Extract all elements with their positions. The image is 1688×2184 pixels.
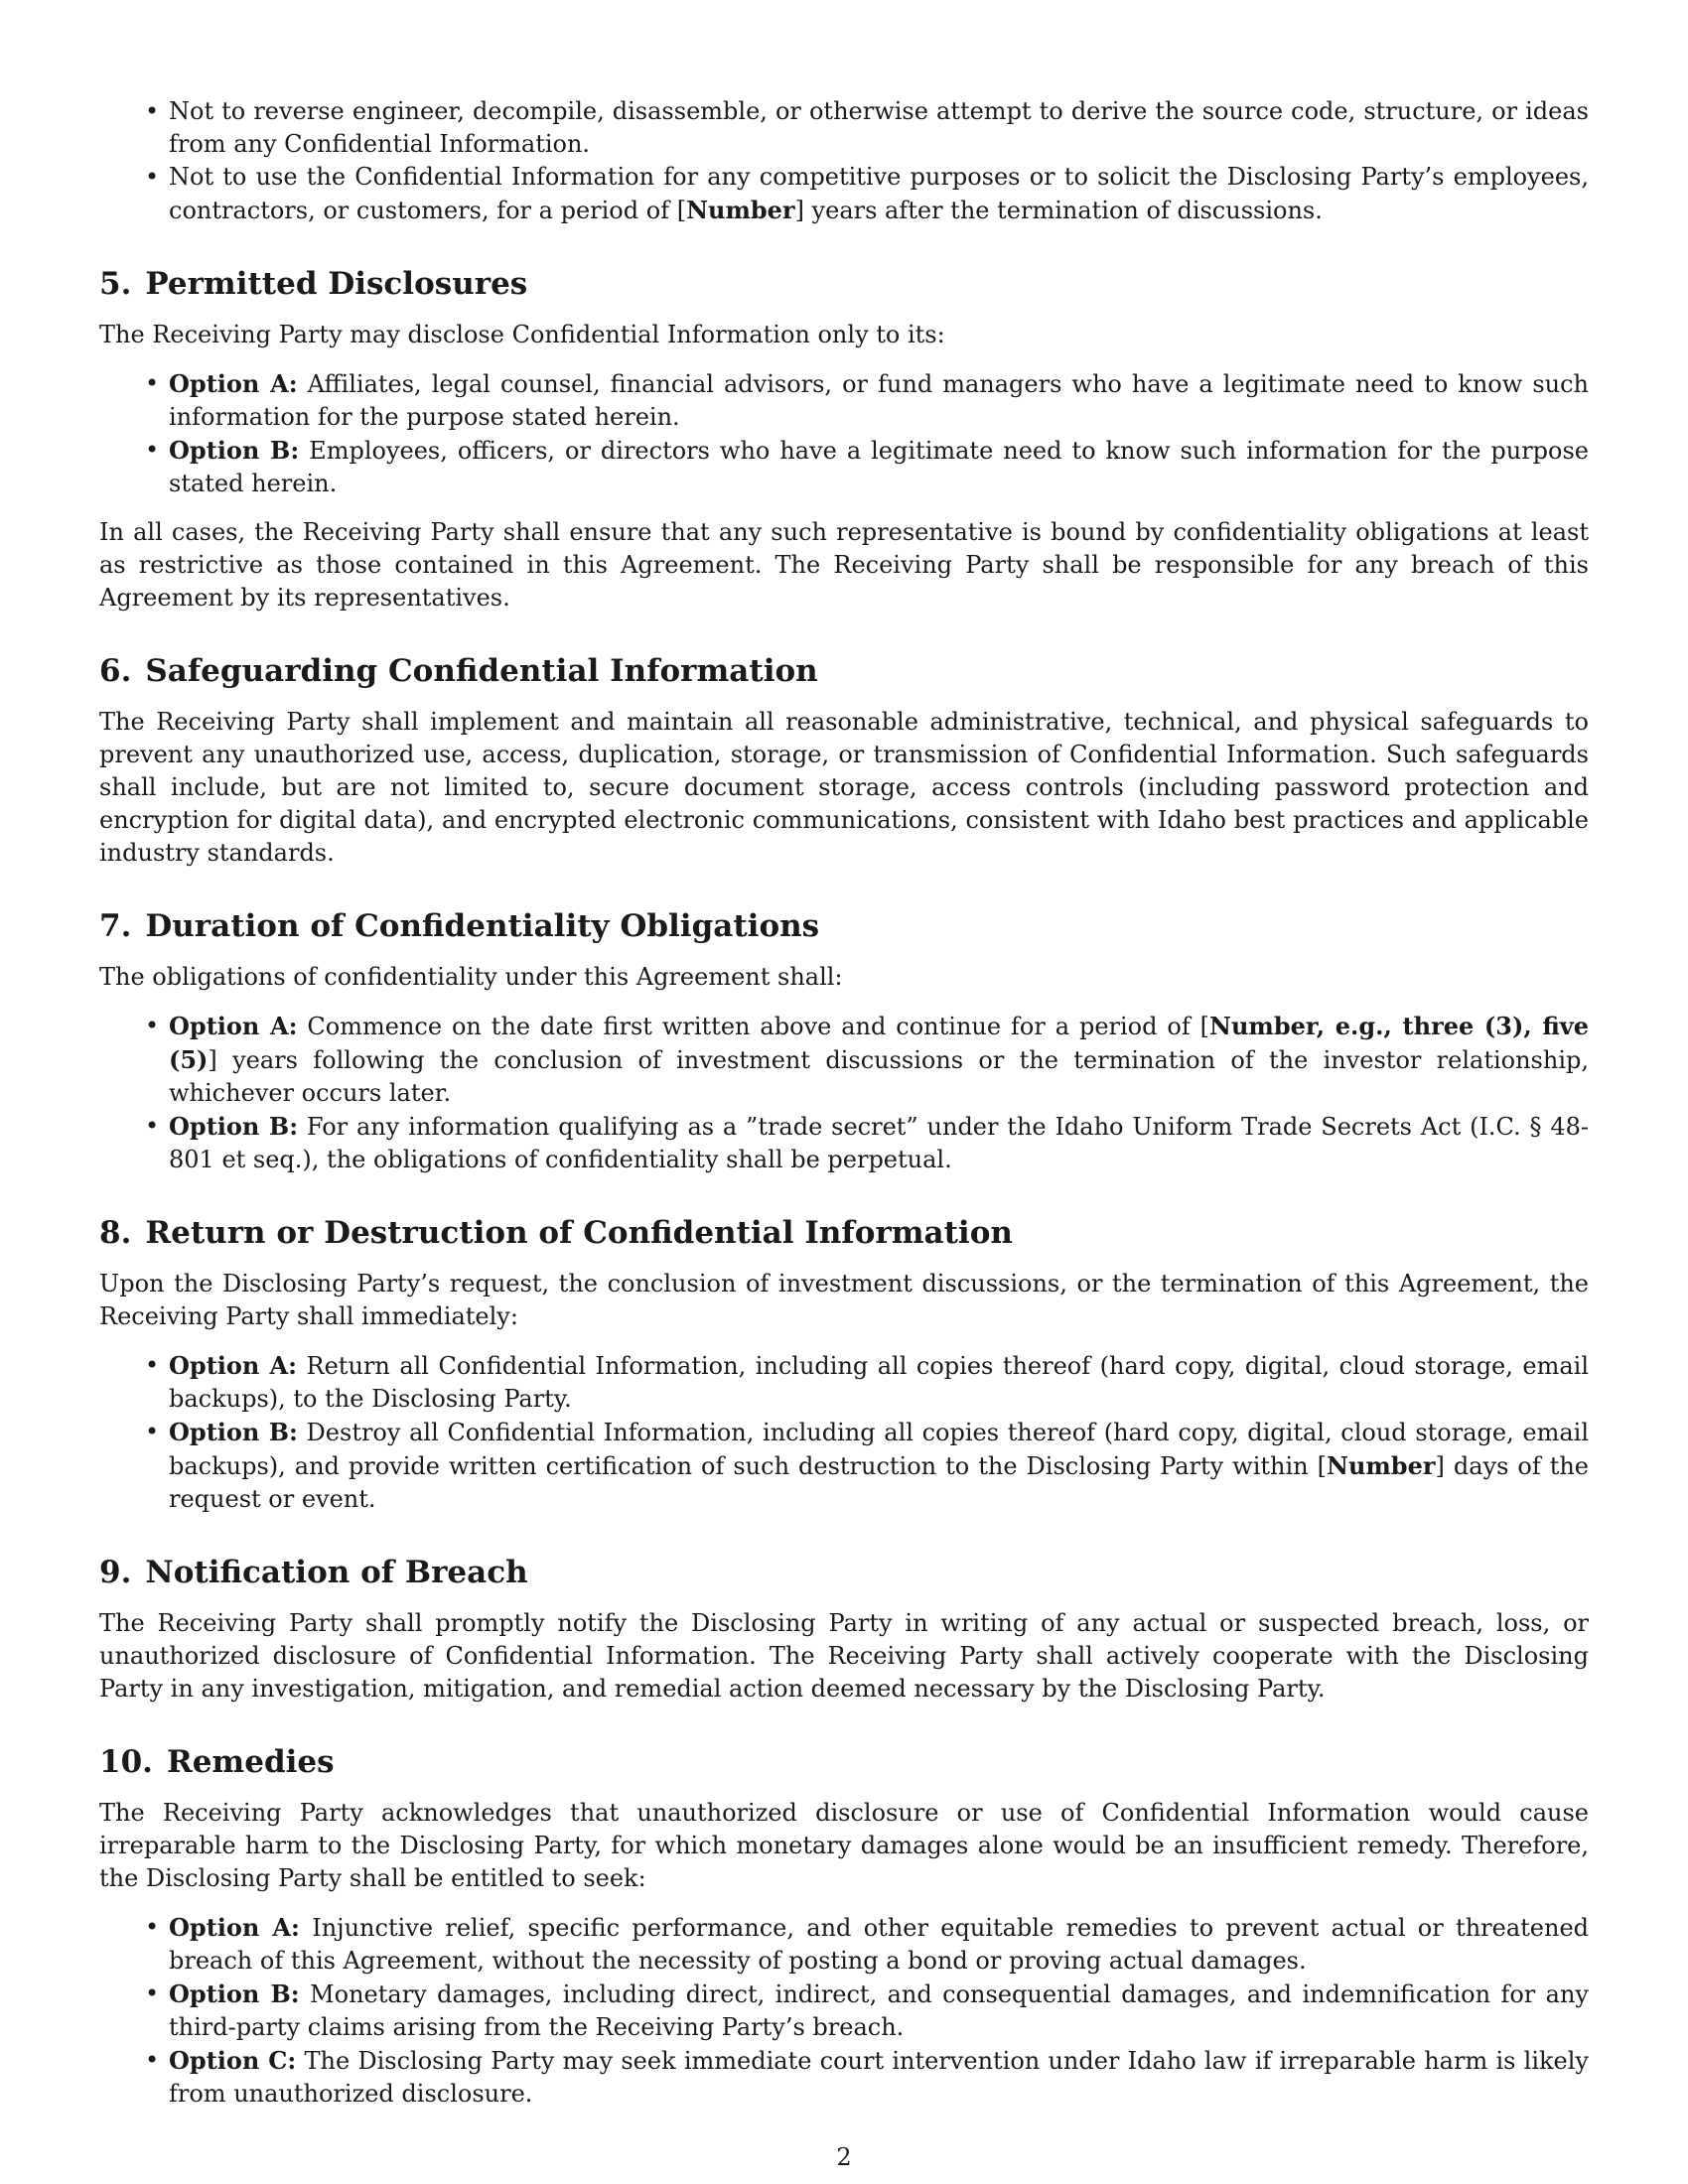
list-item: • Option A: Commence on the date first written above and continue for a period of [Number, e.g., three (3), five (5)] years following the conclusion of investment discussions or the termination of the investor relationship, whichever occurs later. [169,1010,1589,1110]
section-8-options [99,1349,1589,1516]
obligations-list [99,95,1589,227]
section-9-body: The Receiving Party shall promptly notify the Disclosing Party in writing of any actual or suspected breach, loss, or unauthorized disclosure of Confidential Information. The Receiving Party shall actively cooperate with the Disclosing Party in any investigation, mitigation, and remedial action deemed necessary by the Disclosing Party. [99,1609,1589,1703]
page-number: 2 [836,2143,852,2171]
list-item: • Not to reverse engineer, decompile, disassemble, or otherwise attempt to derive the source code, structure, or ideas from any Confidential Information. [169,95,1589,161]
list-item: • Option B: Employees, officers, or directors who have a legitimate need to know such information for the purpose stated herein. [169,434,1589,500]
document-page [99,95,1589,2126]
section-10-options [99,1911,1589,2111]
section-8-intro: Upon the Disclosing Party’s request, the conclusion of investment discussions, or the termination of this Agreement, the Receiving Party shall immediately: [99,1270,1589,1330]
section-5-options [99,367,1589,500]
section-8-heading: 8. Return or Destruction of Confidential Information [99,1215,1013,1251]
list-item: • Option A: Affiliates, legal counsel, financial advisors, or fund managers who have a legitimate need to know such information for the purpose stated herein. [169,367,1589,434]
list-item: • Option A: Return all Confidential Information, including all copies thereof (hard copy, digital, cloud storage, email backups), to the Disclosing Party. [169,1349,1589,1416]
list-item: • Option A: Injunctive relief, specific performance, and other equitable remedies to prevent actual or threatened breach of this Agreement, without the necessity of posting a bond or proving actual damages. [169,1911,1589,1978]
section-6-heading: 6. Safeguarding Confidential Information [99,653,818,689]
list-item: • Option B: Destroy all Confidential Information, including all copies thereof (hard copy, digital, cloud storage, email backups), and provide written certification of such destruction to the Disclosing Party within [Number] days of the request or event. [169,1416,1589,1516]
section-7-options [99,1010,1589,1176]
section-7-heading: 7. Duration of Confidentiality Obligations [99,908,820,944]
section-10-heading: 10. Remedies [99,1744,335,1780]
list-item: • Not to use the Confidential Information for any competitive purposes or to solicit the Disclosing Party’s employees, contractors, or customers, for a period of [Number] years after the termination of discussions. [169,161,1589,227]
section-7-intro: The obligations of confidentiality under this Agreement shall: [99,963,843,991]
section-9-heading: 9. Notification of Breach [99,1555,528,1590]
section-5-heading: 5. Permitted Disclosures [99,266,528,302]
section-10-intro: The Receiving Party acknowledges that unauthorized disclosure or use of Confidential Information would cause irreparable harm to the Disclosing Party, for which monetary damages alone would be an insufficient remedy. Therefore, the Disclosing Party shall be entitled to seek: [99,1799,1589,1892]
section-5-intro: The Receiving Party may disclose Confidential Information only to its: [99,321,945,348]
list-item: • Option B: For any information qualifying as a ”trade secret” under the Idaho Uniform Trade Secrets Act (I.C. § 48-801 et seq.), the obligations of confidentiality shall be perpetual. [169,1110,1589,1176]
section-5-outro: In all cases, the Receiving Party shall ensure that any such representative is bound by confidentiality obligations at least as restrictive as those contained in this Agreement. The Receiving Party shall be responsible for any breach of this Agreement by its representatives. [99,518,1589,612]
section-6-body: The Receiving Party shall implement and maintain all reasonable administrative, technical, and physical safeguards to prevent any unauthorized use, access, duplication, storage, or transmission of Confidential Information. Such safeguards shall include, but are not limited to, secure document storage, access controls (including password protection and encryption for digital data), and encrypted electronic communications, consistent with Idaho best practices and applicable industry standards. [99,708,1589,867]
list-item: • Option B: Monetary damages, including direct, indirect, and consequential damages, and indemnification for any third-party claims arising from the Receiving Party’s breach. [169,1978,1589,2044]
list-item: • Option C: The Disclosing Party may seek immediate court intervention under Idaho law if irreparable harm is likely from unauthorized disclosure. [169,2044,1589,2111]
